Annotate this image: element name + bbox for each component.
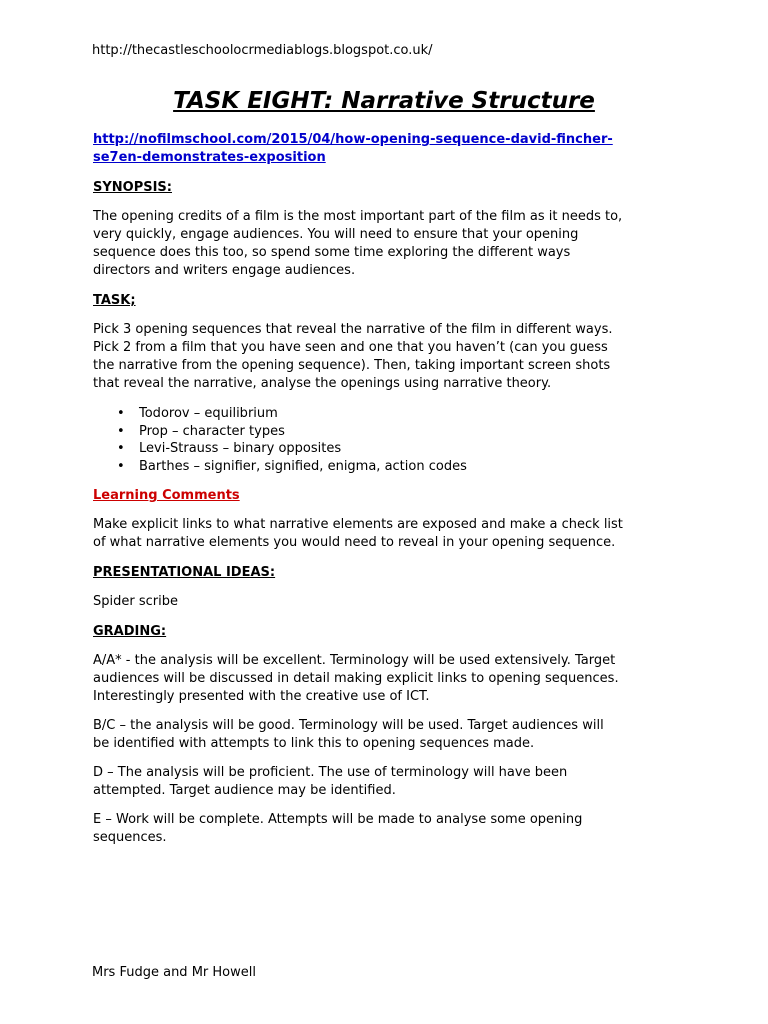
list-item-text: Levi-Strauss – binary opposites (139, 441, 342, 456)
bullet-icon: • (117, 406, 125, 421)
grade-line: attempted. Target audience may be identified. (93, 783, 396, 798)
task-line: Pick 3 opening sequences that reveal the narrative of the film in different ways. (93, 322, 613, 337)
list-item (93, 405, 683, 423)
task-heading: TASK; (93, 293, 136, 308)
bullet-icon: • (117, 441, 125, 456)
document-body (93, 131, 683, 847)
theory-list (93, 405, 683, 475)
list-item (93, 440, 683, 458)
grade-paragraph-e (93, 811, 683, 847)
grade-line: A/A* - the analysis will be excellent. Terminology will be used extensively. Target (93, 653, 616, 668)
grade-line: sequences. (93, 830, 167, 845)
list-item (93, 423, 683, 441)
synopsis-line: The opening credits of a film is the most important part of the film as it needs to, (93, 209, 623, 224)
synopsis-line: directors and writers engage audiences. (93, 263, 356, 278)
synopsis-line: sequence does this too, so spend some time exploring the different ways (93, 245, 571, 260)
page-title: TASK EIGHT: Narrative Structure (173, 88, 595, 114)
list-item (93, 458, 683, 476)
synopsis-paragraph (93, 208, 683, 280)
grade-line: E – Work will be complete. Attempts will be made to analyse some opening (93, 812, 583, 827)
list-item-text: Todorov – equilibrium (139, 406, 278, 421)
grade-paragraph-a (93, 652, 683, 706)
bullet-icon: • (117, 423, 125, 439)
list-item-text: Barthes – signifier, signified, enigma, action codes (139, 458, 467, 474)
grading-heading: GRADING: (93, 624, 167, 639)
synopsis-heading: SYNOPSIS: (93, 180, 172, 195)
bullet-icon: • (117, 458, 125, 474)
grade-paragraph-b (93, 717, 683, 753)
learning-line: Make explicit links to what narrative elements are exposed and make a check list (93, 517, 623, 532)
task-line: Pick 2 from a film that you have seen and one that you haven’t (can you guess (93, 340, 608, 355)
grade-line: audiences will be discussed in detail making explicit links to opening sequences. (93, 671, 619, 686)
grade-line: Interestingly presented with the creative use of ICT. (93, 689, 430, 704)
synopsis-line: very quickly, engage audiences. You will need to ensure that your opening (93, 227, 579, 242)
learning-comments-heading: Learning Comments (93, 488, 240, 503)
task-line: that reveal the narrative, analyse the openings using narrative theory. (93, 376, 552, 391)
grade-paragraph-d (93, 764, 683, 800)
header-url: http://thecastleschoolocrmediablogs.blogspot.co.uk/ (92, 43, 433, 58)
presentational-ideas-text: Spider scribe (93, 594, 178, 609)
grade-line: B/C – the analysis will be good. Terminology will be used. Target audiences will (93, 718, 604, 733)
grade-line: D – The analysis will be proficient. The use of terminology will have been (93, 765, 568, 780)
learning-line: of what narrative elements you would need to reveal in your opening sequence. (93, 535, 616, 550)
task-line: the narrative from the opening sequence). Then, taking important screen shots (93, 358, 611, 373)
footer-authors: Mrs Fudge and Mr Howell (92, 965, 256, 980)
article-link[interactable] (93, 131, 683, 167)
grade-line: be identified with attempts to link this to opening sequences made. (93, 736, 535, 751)
article-link-line-2[interactable]: se7en-demonstrates-exposition (93, 150, 326, 165)
task-paragraph (93, 321, 683, 393)
learning-comments-paragraph (93, 516, 683, 552)
article-link-line-1[interactable]: http://nofilmschool.com/2015/04/how-opening-sequence-david-fincher- (93, 132, 613, 147)
list-item-text: Prop – character types (139, 423, 285, 439)
presentational-ideas-heading: PRESENTATIONAL IDEAS: (93, 565, 276, 580)
